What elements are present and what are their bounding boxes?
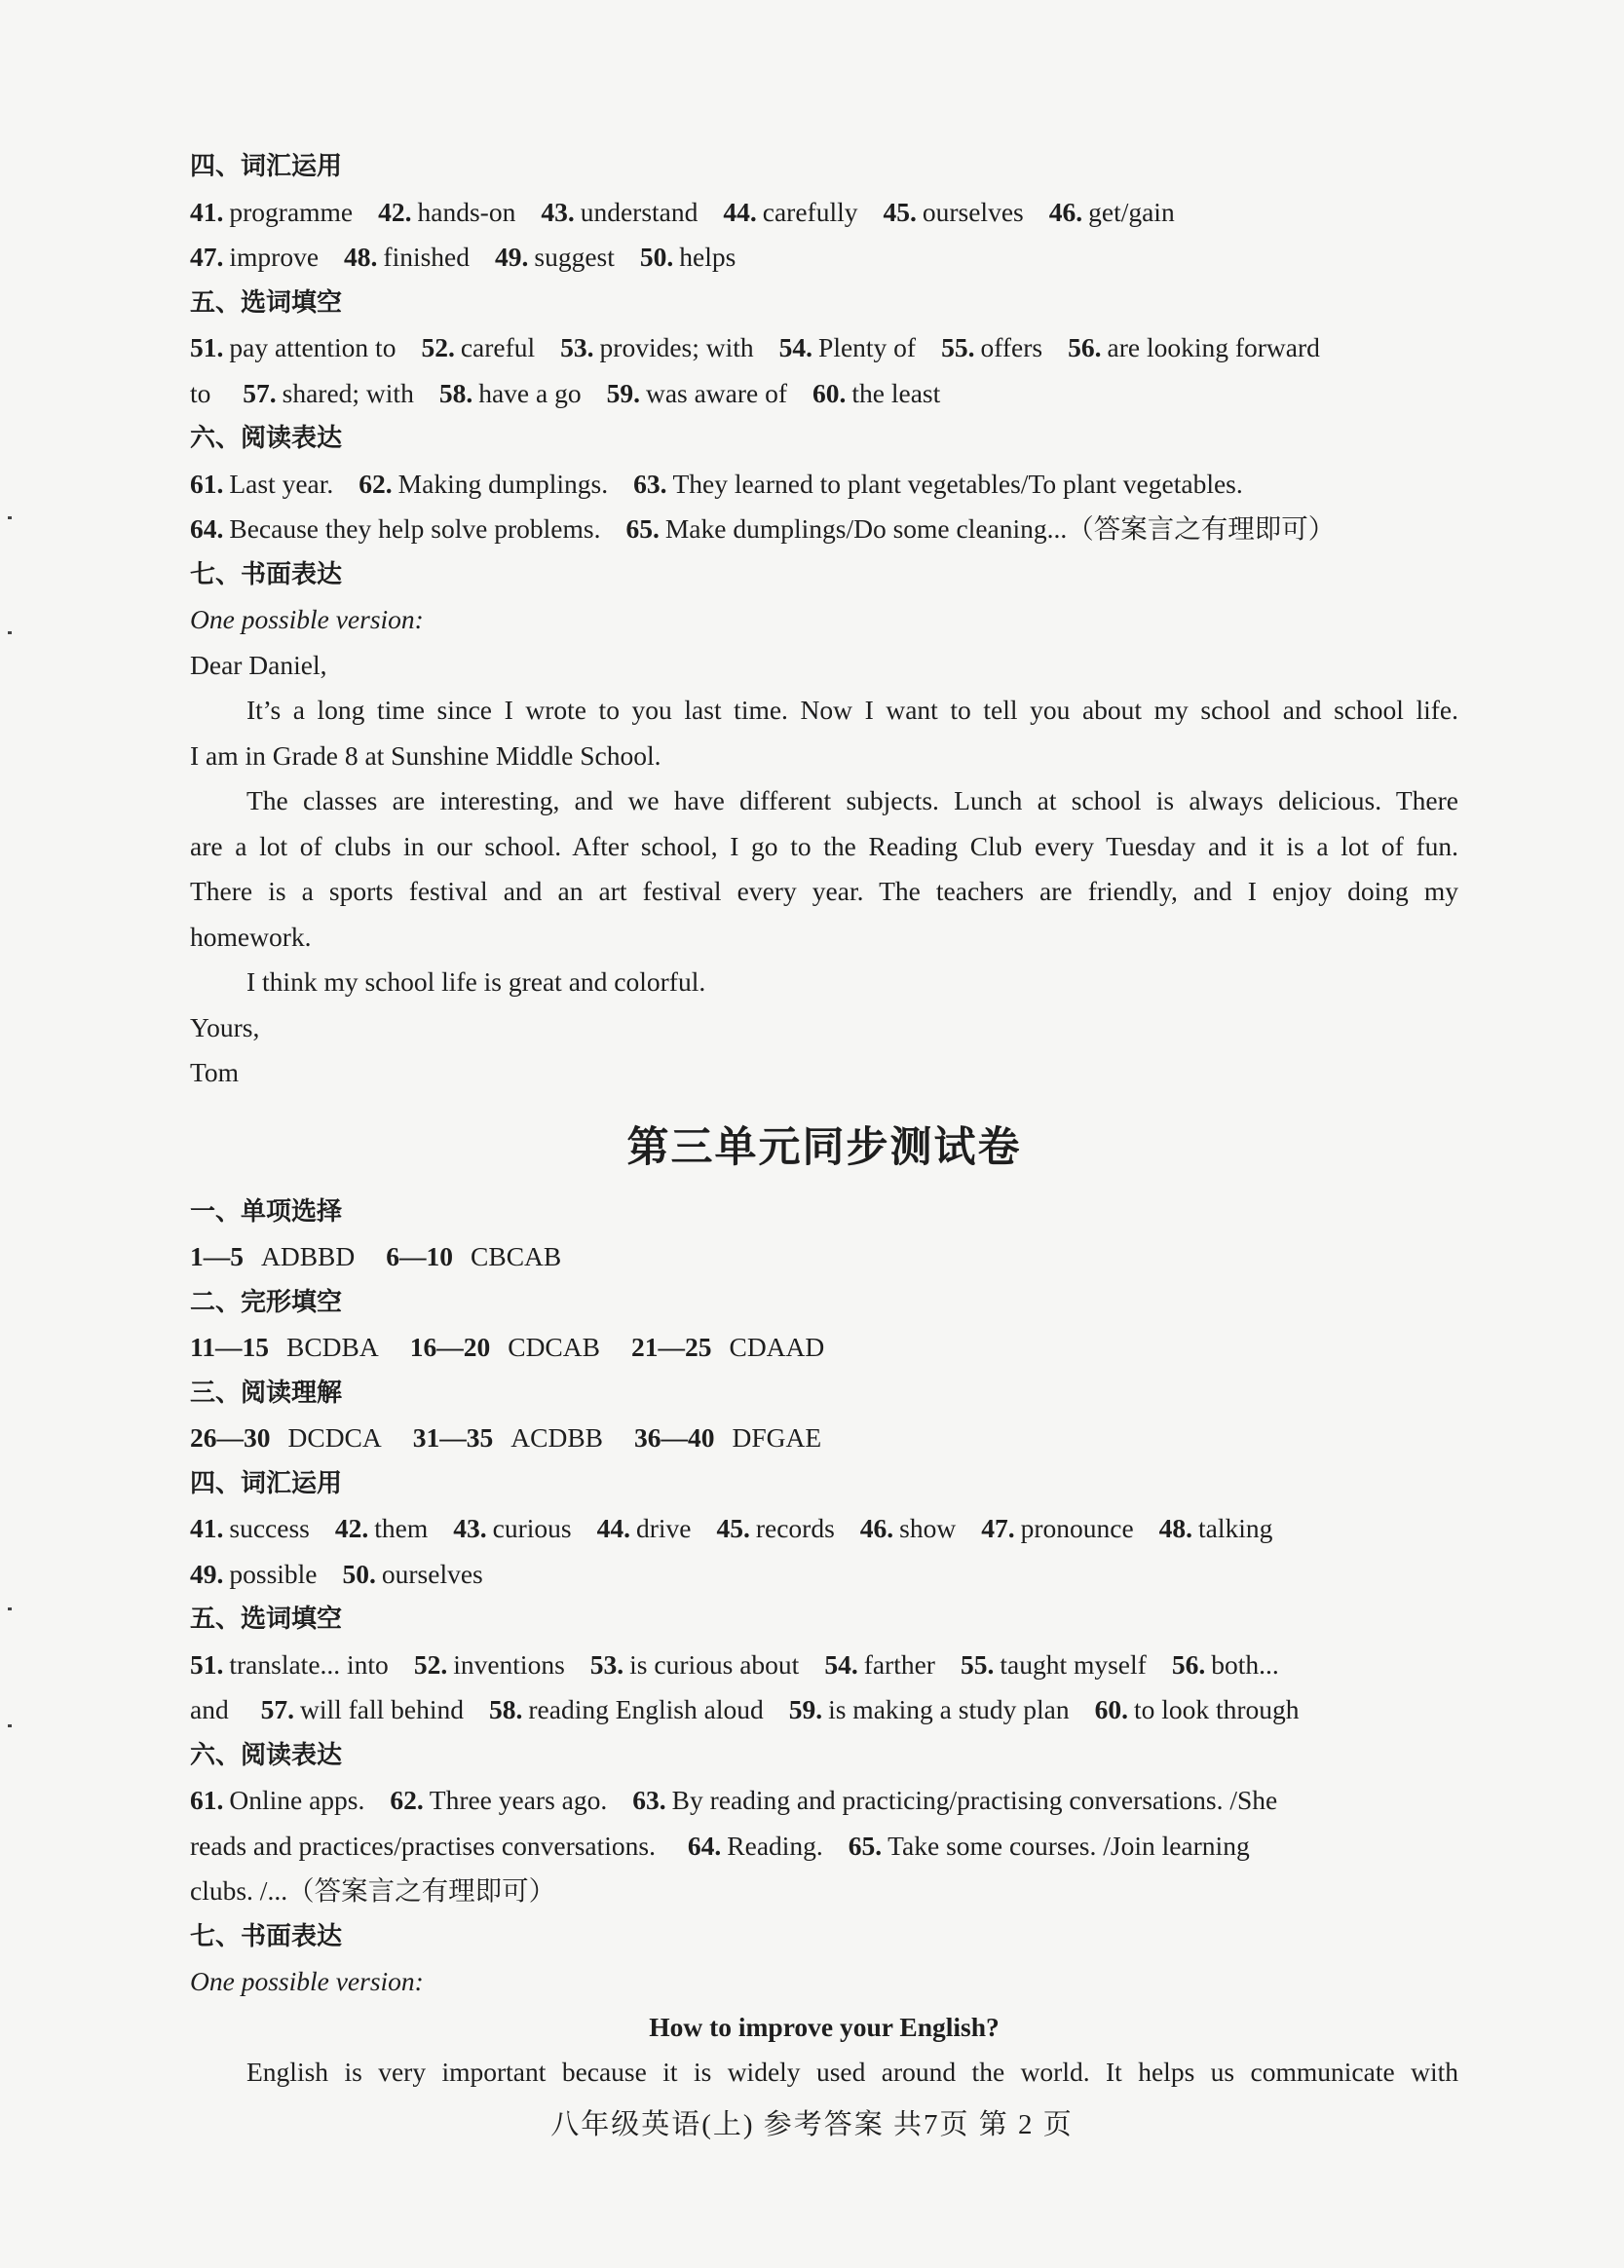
answer-item xyxy=(849,1824,1250,1870)
answer-number: 42. xyxy=(378,196,412,227)
answer-item xyxy=(981,1506,1133,1552)
answer-text: talking xyxy=(1198,1513,1273,1543)
answer-item xyxy=(190,235,319,281)
answer-item xyxy=(190,1778,364,1824)
answer-text: the least xyxy=(851,377,941,408)
line-prefix: reads and practices/practises conversations. xyxy=(190,1830,657,1861)
answer-number: 44. xyxy=(596,1513,630,1543)
answer-letters: CBCAB xyxy=(471,1241,562,1271)
answer-line xyxy=(190,190,1458,236)
answer-number: 61. xyxy=(190,468,224,499)
answer-text: taught myself xyxy=(1000,1648,1147,1680)
answer-number: 49. xyxy=(190,1558,224,1589)
answer-item xyxy=(453,1506,571,1552)
answer-text: reading English aloud xyxy=(528,1694,764,1724)
answer-item xyxy=(190,1552,318,1598)
range-answer-line xyxy=(190,1416,1458,1461)
answer-number: 45. xyxy=(716,1513,750,1543)
answer-line xyxy=(190,235,1458,281)
answer-item xyxy=(1068,325,1320,371)
answer-item xyxy=(607,371,787,417)
section-heading-reading: 六、阅读表达 xyxy=(190,424,343,453)
answer-number: 43. xyxy=(541,196,575,227)
answer-text: show xyxy=(899,1513,957,1543)
answer-item xyxy=(190,190,353,236)
answer-text: hands-on xyxy=(417,196,516,227)
answer-group xyxy=(243,378,940,408)
page-footer: 八年级英语(上) 参考答案 共7页 第 2 页 xyxy=(550,2109,1074,2140)
section-heading-single-choice: 一、单项选择 xyxy=(190,1196,343,1227)
answer-text: helps xyxy=(679,242,736,272)
scan-mark xyxy=(8,516,12,519)
section-heading-vocab: 四、词汇运用 xyxy=(190,152,343,181)
answer-item xyxy=(961,1643,1147,1688)
answer-group xyxy=(261,1694,1300,1724)
answer-item xyxy=(723,190,857,236)
answer-text: are looking forward xyxy=(1107,332,1320,362)
answer-number: 56. xyxy=(1068,332,1102,362)
answer-item xyxy=(688,1824,823,1870)
answer-line xyxy=(190,325,1458,371)
answer-number: 60. xyxy=(1094,1694,1128,1724)
answer-item xyxy=(812,371,940,417)
answer-number: 62. xyxy=(359,468,393,499)
scan-mark xyxy=(8,1607,12,1610)
letter-text: It’s a long time since I wrote to you last time. Now I want to tell you about my school and school life. xyxy=(246,695,1458,725)
answer-item xyxy=(190,1643,389,1688)
answer-text: drive xyxy=(635,1513,692,1543)
answer-item xyxy=(633,462,1243,508)
answer-text: carefully xyxy=(762,196,858,227)
answer-letters: CDCAB xyxy=(508,1332,600,1362)
answer-text: careful xyxy=(460,332,536,362)
answer-number: 45. xyxy=(883,196,917,227)
answer-range-item xyxy=(190,1416,382,1461)
answer-number: 50. xyxy=(342,1558,376,1589)
letter-text: homework. xyxy=(190,921,312,952)
answer-item xyxy=(1095,1687,1300,1733)
answer-number: 63. xyxy=(632,1785,666,1815)
answer-text: will fall behind xyxy=(299,1694,464,1724)
answer-item xyxy=(390,1778,607,1824)
answer-line xyxy=(190,507,1458,552)
answer-text: understand xyxy=(580,196,699,227)
answer-range: 21—25 xyxy=(630,1332,712,1362)
answer-text: have a go xyxy=(478,377,582,408)
answer-item xyxy=(359,462,608,508)
answer-item xyxy=(824,1643,935,1688)
answer-item xyxy=(789,1687,1070,1733)
answer-text: is curious about xyxy=(629,1648,800,1680)
letter-greeting: Dear Daniel, xyxy=(190,649,327,680)
answer-text: Making dumplings. xyxy=(397,468,609,499)
letter-text: are a lot of clubs in our school. After school, I go to the Reading Club every Tuesday and it is a lot of fun. xyxy=(190,830,1458,861)
answer-number: 56. xyxy=(1171,1648,1206,1680)
section-heading-fill: 五、选词填空 xyxy=(190,287,343,318)
answer-number: 64. xyxy=(190,513,224,544)
section-heading-writing: 七、书面表达 xyxy=(190,559,343,589)
answer-letters: BCDBA xyxy=(285,1332,379,1362)
answer-range: 36—40 xyxy=(634,1422,715,1453)
answer-number: 50. xyxy=(639,242,674,272)
answer-range: 6—10 xyxy=(386,1241,454,1271)
letter-text: The classes are interesting, and we have different subjects. Lunch at school is always delicious. There xyxy=(246,785,1458,815)
answer-text: is making a study plan xyxy=(828,1694,1070,1724)
section-heading-vocab: 四、词汇运用 xyxy=(190,1468,343,1498)
essay-title: How to improve your English? xyxy=(649,2011,1000,2042)
answer-text: get/gain xyxy=(1088,196,1175,227)
possible-version-label: One possible version: xyxy=(190,604,424,634)
answer-range-item xyxy=(386,1234,561,1280)
range-answer-line xyxy=(190,1325,1458,1371)
answer-range-item xyxy=(631,1325,824,1371)
answer-number: 65. xyxy=(625,513,660,544)
answer-number: 53. xyxy=(589,1648,624,1680)
answer-letters: CDAAD xyxy=(729,1332,825,1362)
unit-title: 第三单元同步测试卷 xyxy=(626,1122,1022,1172)
answer-number: 59. xyxy=(606,377,640,408)
answer-text: curious xyxy=(492,1513,572,1543)
answer-text: They learned to plant vegetables/To plant vegetables. xyxy=(672,468,1243,499)
answer-number: 42. xyxy=(334,1513,369,1543)
answer-item xyxy=(421,325,535,371)
answer-line xyxy=(190,1687,1458,1733)
answer-letters: ADBBD xyxy=(261,1241,356,1271)
answer-number: 47. xyxy=(981,1513,1015,1543)
answer-text: possible xyxy=(229,1558,318,1589)
section-heading-comprehension: 三、阅读理解 xyxy=(190,1378,343,1408)
letter-text: There is a sports festival and an art festival every year. The teachers are friendly, and I enjoy doing my xyxy=(190,876,1458,906)
answer-text: translate... into xyxy=(229,1648,389,1680)
answer-text: both... xyxy=(1211,1648,1279,1680)
answer-number: 59. xyxy=(788,1694,823,1724)
answer-item xyxy=(883,190,1023,236)
answer-text: Make dumplings/Do some cleaning...（答案言之有理即可） xyxy=(664,513,1336,544)
answer-number: 64. xyxy=(687,1830,722,1861)
answer-item xyxy=(190,325,396,371)
answer-item xyxy=(439,371,582,417)
answer-text: Reading. xyxy=(727,1830,823,1861)
answer-range: 1—5 xyxy=(190,1241,244,1271)
answer-number: 51. xyxy=(190,332,224,362)
letter-text: I am in Grade 8 at Sunshine Middle School. xyxy=(190,739,661,771)
answer-item xyxy=(261,1687,464,1733)
section-heading-fill: 五、选词填空 xyxy=(190,1605,343,1634)
answer-number: 41. xyxy=(190,196,224,227)
answer-text: offers xyxy=(980,332,1043,362)
answer-item xyxy=(489,1687,764,1733)
answer-group xyxy=(688,1831,1250,1861)
answer-line xyxy=(190,1643,1458,1688)
answer-item xyxy=(190,462,333,508)
answer-number: 60. xyxy=(812,377,847,408)
letter-closing: Yours, xyxy=(190,1011,260,1042)
answer-line xyxy=(190,1506,1458,1552)
scan-mark xyxy=(8,1724,12,1727)
answer-number: 61. xyxy=(190,1785,224,1815)
answer-item xyxy=(625,507,1335,552)
answer-line xyxy=(190,371,1458,417)
answer-item xyxy=(243,371,414,417)
answer-number: 62. xyxy=(390,1785,424,1815)
answer-number: 48. xyxy=(344,242,378,272)
answer-text: was aware of xyxy=(645,377,788,408)
answer-number: 55. xyxy=(960,1648,995,1680)
answer-text: By reading and practicing/practising conversations. /She xyxy=(671,1785,1278,1815)
range-answer-line xyxy=(190,1234,1458,1280)
answer-item xyxy=(560,325,754,371)
answer-text: Online apps. xyxy=(229,1785,365,1815)
answer-text: shared; with xyxy=(282,377,414,408)
answer-number: 48. xyxy=(1158,1513,1193,1543)
answer-item xyxy=(941,325,1042,371)
answer-line xyxy=(190,462,1458,508)
answer-text: pay attention to xyxy=(229,332,397,362)
letter-signature: Tom xyxy=(190,1057,240,1087)
answer-number: 52. xyxy=(421,332,455,362)
answer-item xyxy=(335,1506,428,1552)
answer-number: 63. xyxy=(633,468,667,499)
answer-number: 57. xyxy=(243,377,277,408)
answer-number: 58. xyxy=(489,1694,523,1724)
answer-text: them xyxy=(374,1513,429,1543)
answer-number: 65. xyxy=(848,1830,883,1861)
essay-text: English is very important because it is widely used around the world. It helps us communicate with xyxy=(246,2057,1458,2087)
answer-letters: DCDCA xyxy=(287,1422,382,1453)
answer-range: 11—15 xyxy=(190,1332,269,1362)
section-heading-writing: 七、书面表达 xyxy=(190,1921,343,1951)
answer-text: improve xyxy=(229,242,320,272)
answer-item xyxy=(640,235,736,281)
answer-text: finished xyxy=(383,242,471,272)
answer-number: 44. xyxy=(723,196,757,227)
answer-letters: DFGAE xyxy=(732,1422,822,1453)
answer-text: Plenty of xyxy=(818,332,917,362)
answer-number: 43. xyxy=(453,1513,487,1543)
answer-text: ourselves xyxy=(381,1558,483,1589)
answer-text: Because they help solve problems. xyxy=(229,513,601,544)
answer-line: clubs. /...（答案言之有理即可） xyxy=(190,1875,556,1906)
answer-number: 55. xyxy=(941,332,975,362)
answer-range: 26—30 xyxy=(190,1422,271,1453)
answer-text: success xyxy=(229,1513,310,1543)
line-prefix: to xyxy=(190,377,211,408)
answer-item xyxy=(590,1643,800,1688)
answer-text: ourselves xyxy=(922,196,1024,227)
section-heading-cloze: 二、完形填空 xyxy=(190,1287,343,1317)
answer-number: 57. xyxy=(260,1694,294,1724)
answer-range-item xyxy=(190,1234,355,1280)
answer-number: 47. xyxy=(190,242,224,272)
answer-item xyxy=(378,190,515,236)
answer-item xyxy=(779,325,916,371)
answer-text: records xyxy=(755,1513,835,1543)
answer-range-item xyxy=(410,1325,600,1371)
answer-text: Three years ago. xyxy=(429,1785,608,1815)
answer-range: 16—20 xyxy=(409,1332,491,1362)
answer-text: Last year. xyxy=(229,468,334,499)
answer-number: 54. xyxy=(824,1648,858,1680)
line-prefix: and xyxy=(190,1694,229,1724)
answer-text: pronounce xyxy=(1020,1513,1134,1543)
answer-number: 51. xyxy=(190,1648,224,1680)
answer-item xyxy=(344,235,470,281)
answer-letters: ACDBB xyxy=(510,1422,604,1453)
answer-range-item xyxy=(634,1416,821,1461)
answer-item xyxy=(190,1506,310,1552)
answer-line xyxy=(190,1552,1458,1598)
answer-item xyxy=(597,1506,692,1552)
answer-text: farther xyxy=(863,1648,935,1680)
answer-item xyxy=(414,1643,565,1688)
answer-number: 53. xyxy=(560,332,594,362)
answer-item xyxy=(632,1778,1277,1824)
answer-item xyxy=(716,1506,834,1552)
answer-number: 54. xyxy=(778,332,813,362)
answer-line xyxy=(190,1824,1458,1870)
answer-text: inventions xyxy=(453,1648,565,1680)
answer-number: 46. xyxy=(859,1513,894,1543)
scan-mark xyxy=(8,631,12,634)
answer-number: 49. xyxy=(495,242,529,272)
answer-range-item xyxy=(413,1416,603,1461)
answer-item xyxy=(1049,190,1175,236)
answer-item xyxy=(190,507,600,552)
answer-text: Take some courses. /Join learning xyxy=(888,1830,1250,1861)
answer-text: programme xyxy=(229,196,354,227)
answer-item xyxy=(1172,1643,1279,1688)
answer-text: suggest xyxy=(534,242,615,272)
answer-item xyxy=(1159,1506,1273,1552)
possible-version-label: One possible version: xyxy=(190,1966,424,1996)
answer-item xyxy=(541,190,698,236)
answer-line xyxy=(190,1778,1458,1824)
answer-text: to look through xyxy=(1133,1694,1300,1724)
answer-range-item xyxy=(190,1325,379,1371)
answer-number: 46. xyxy=(1048,196,1083,227)
answer-text: provides; with xyxy=(599,332,754,362)
answer-item xyxy=(860,1506,956,1552)
answer-item xyxy=(495,235,615,281)
answer-number: 52. xyxy=(413,1648,448,1680)
answer-number: 41. xyxy=(190,1513,224,1543)
answer-range: 31—35 xyxy=(412,1422,494,1453)
answer-number: 58. xyxy=(438,377,473,408)
answer-item xyxy=(343,1552,483,1598)
letter-text: I think my school life is great and colorful. xyxy=(246,966,706,997)
section-heading-reading: 六、阅读表达 xyxy=(190,1740,343,1770)
